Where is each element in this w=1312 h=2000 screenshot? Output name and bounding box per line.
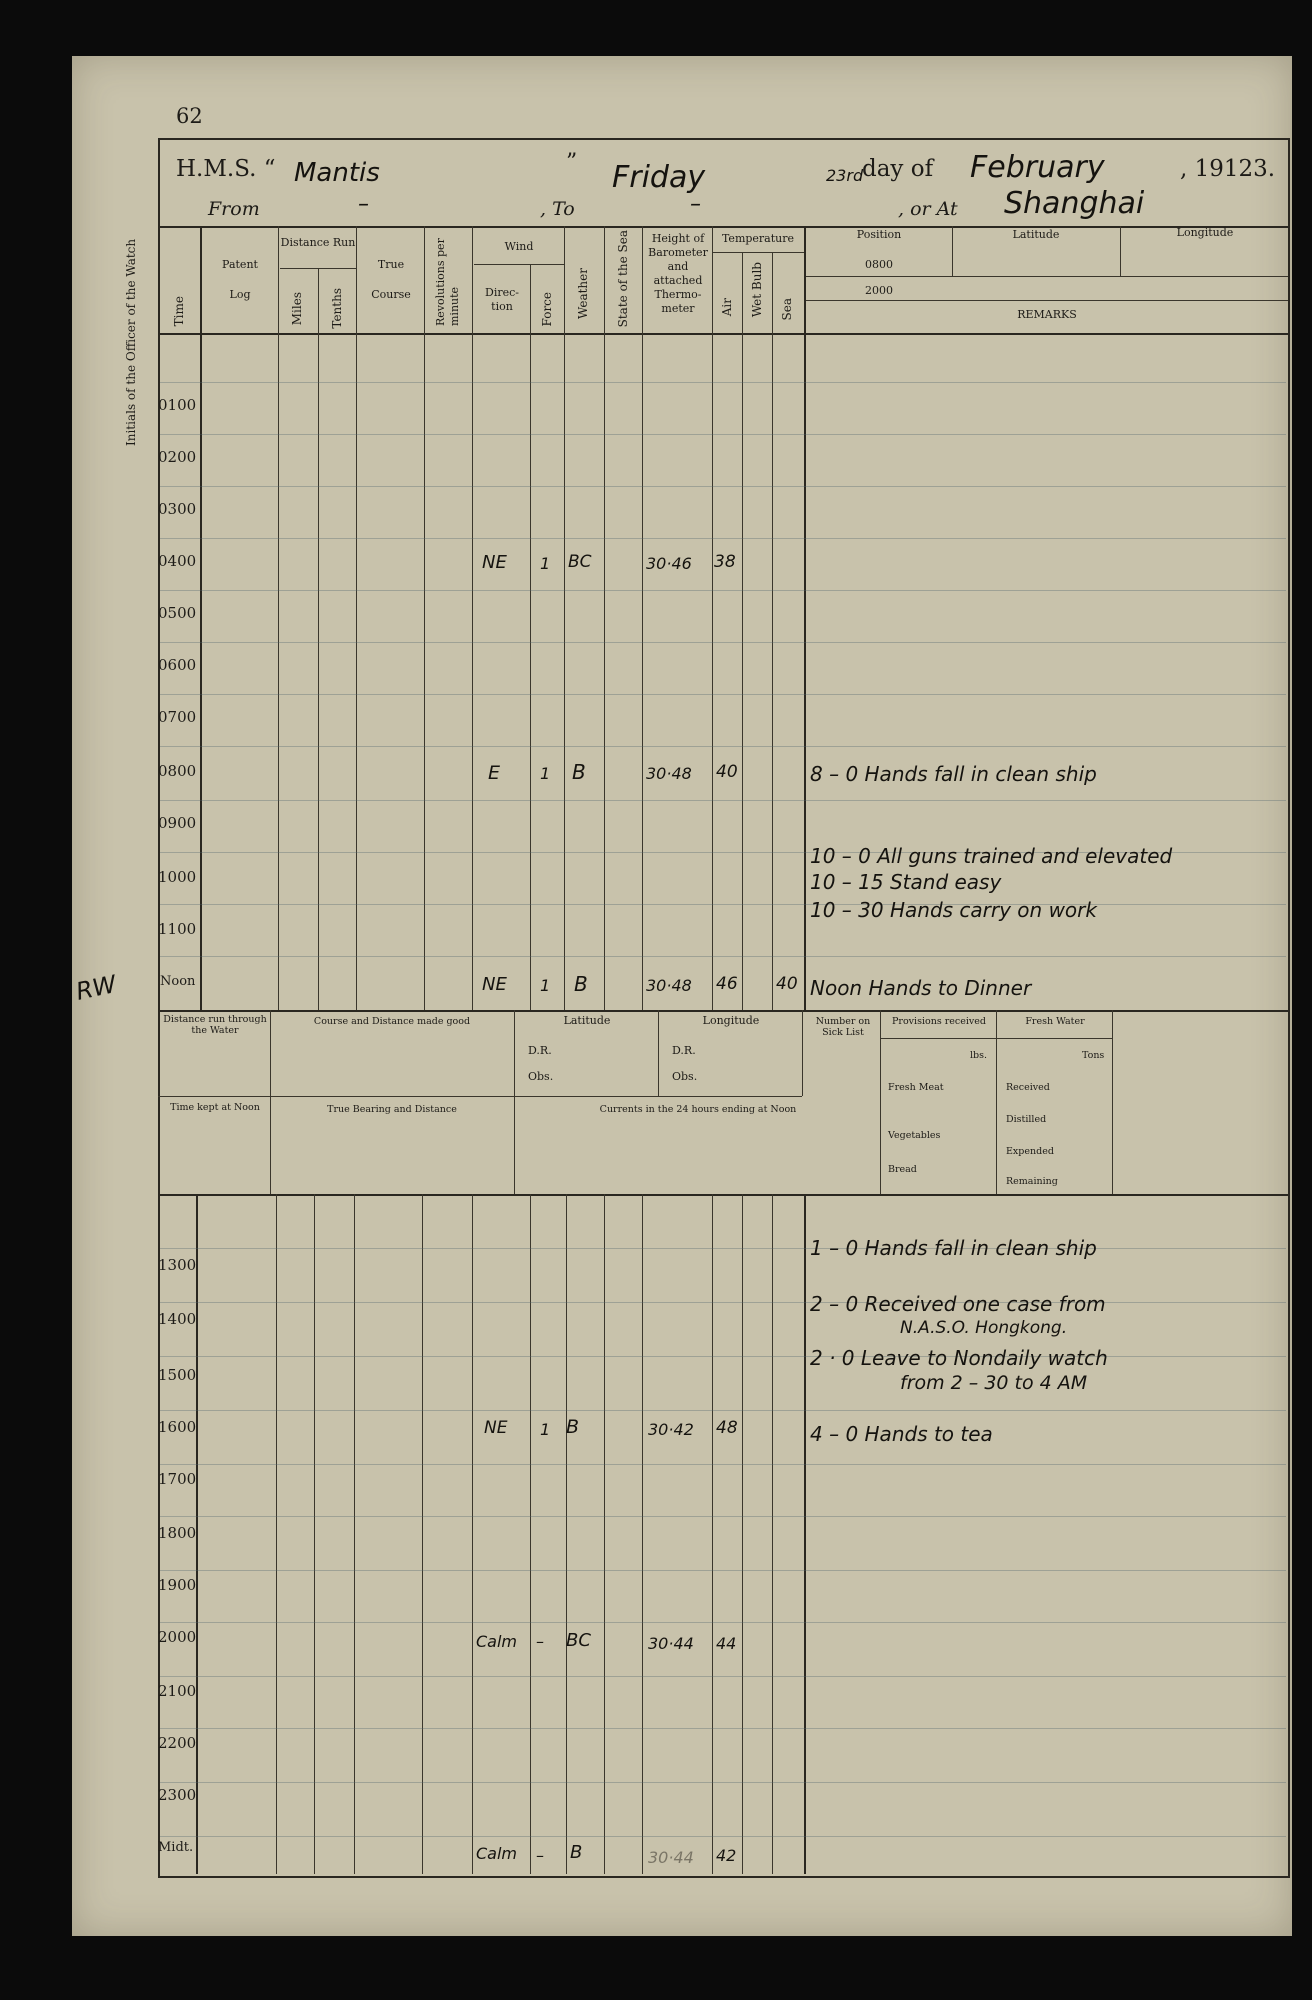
wind-dir-0400: NE	[482, 552, 507, 573]
wind-dir-midt: Calm	[476, 1844, 518, 1863]
hour-noon: Noon	[160, 974, 196, 989]
col-state-of-sea: State of the Sea	[616, 230, 630, 328]
col-weather: Weather	[576, 268, 590, 319]
hour-1500: 1500	[158, 1366, 197, 1384]
remark-pm-5: from 2 – 30 to 4 AM	[900, 1372, 1088, 1394]
wind-dir-noon: NE	[482, 974, 507, 995]
weather-0400: BC	[568, 552, 592, 572]
remark-pm-2: 2 – 0 Received one case from	[810, 1292, 1106, 1316]
officer-initials-label: Initials of the Officer of the Watch	[124, 238, 138, 446]
hour-0900: 0900	[158, 814, 197, 832]
water-distilled-label: Distilled	[1006, 1114, 1047, 1125]
col-true: True	[377, 258, 405, 271]
noon-latitude-label: Latitude	[563, 1014, 611, 1027]
at-value: Shanghai	[1004, 186, 1145, 221]
air-0800: 40	[716, 762, 738, 782]
weather-2000: BC	[566, 1630, 591, 1651]
tons-label: Tons	[1082, 1050, 1105, 1061]
pos-2000: 2000	[865, 284, 893, 297]
col-air: Air	[720, 298, 734, 317]
wind-force-0800: 1	[540, 764, 551, 783]
remark-am-4: 10 – 30 Hands carry on work	[810, 898, 1097, 922]
provisions-label: Provisions received	[892, 1016, 986, 1027]
hour-1400: 1400	[158, 1310, 197, 1328]
col-wet-bulb: Wet Bulb	[750, 262, 764, 318]
col-direction: Direc- tion	[485, 286, 519, 313]
column-header-bottom	[158, 333, 1288, 335]
hour-2200: 2200	[158, 1734, 197, 1752]
hour-0600: 0600	[158, 656, 197, 674]
baro-noon: 30·48	[646, 976, 692, 995]
col-course: Course	[371, 288, 411, 301]
remark-am-2: 10 – 0 All guns trained and elevated	[810, 844, 1173, 868]
hour-1300: 1300	[158, 1256, 197, 1274]
remark-am-3: 10 – 15 Stand easy	[810, 870, 1002, 894]
wind-force-2000: –	[536, 1632, 544, 1651]
baro-0800: 30·48	[646, 764, 692, 783]
col-revolutions: Revolutions per minute	[434, 238, 461, 326]
hour-2100: 2100	[158, 1682, 197, 1700]
col-tenths: Tenths	[330, 288, 344, 329]
wind-force-0400: 1	[540, 554, 551, 573]
remark-pm-1: 1 – 0 Hands fall in clean ship	[810, 1236, 1097, 1260]
hour-1800: 1800	[158, 1524, 197, 1542]
hour-2300: 2300	[158, 1786, 197, 1804]
hour-midt: Midt.	[158, 1840, 194, 1855]
col-miles: Miles	[290, 292, 304, 326]
weather-noon: B	[574, 972, 588, 996]
baro-1600: 30·42	[648, 1420, 694, 1439]
to-label: , To	[540, 198, 575, 220]
day-number: 23rd	[826, 166, 864, 185]
time-kept-label: Time kept at Noon	[170, 1102, 260, 1113]
col-sea: Sea	[780, 298, 794, 321]
hour-0200: 0200	[158, 448, 197, 466]
air-midt: 42	[716, 1846, 737, 1865]
col-remarks: REMARKS	[1017, 308, 1077, 321]
at-label: , or At	[898, 198, 958, 220]
from-label: From	[208, 198, 260, 220]
true-bearing-label: True Bearing and Distance	[327, 1104, 457, 1115]
baro-0400: 30·46	[646, 554, 692, 573]
weather-midt: B	[570, 1842, 583, 1863]
year: , 19123.	[1180, 156, 1276, 182]
lon-obs-label: Obs.	[672, 1070, 698, 1083]
hour-0400: 0400	[158, 552, 197, 570]
col-log: Log	[229, 288, 251, 301]
air-noon: 46	[716, 974, 738, 994]
pos-0800: 0800	[865, 258, 893, 271]
wind-force-noon: 1	[540, 976, 551, 995]
col-longitude: Longitude	[1176, 226, 1234, 239]
col-position: Position	[856, 228, 902, 241]
noon-longitude-label: Longitude	[702, 1014, 760, 1027]
lat-obs-label: Obs.	[528, 1070, 554, 1083]
hour-1100: 1100	[158, 920, 197, 938]
wind-force-midt: –	[536, 1846, 544, 1865]
wind-dir-1600: NE	[484, 1418, 508, 1438]
col-wind: Wind	[504, 240, 534, 253]
water-received-label: Received	[1006, 1082, 1050, 1093]
remark-pm-3: N.A.S.O. Hongkong.	[900, 1318, 1068, 1338]
weekday: Friday	[612, 160, 706, 195]
hour-0700: 0700	[158, 708, 197, 726]
col-time: Time	[172, 296, 186, 327]
hour-1600: 1600	[158, 1418, 197, 1436]
currents-label: Currents in the 24 hours ending at Noon	[599, 1104, 797, 1115]
fresh-meat-label: Fresh Meat	[888, 1082, 944, 1093]
hms-label: H.M.S. “	[176, 156, 276, 182]
wind-dir-0800: E	[488, 762, 501, 784]
remark-am-5: Noon Hands to Dinner	[810, 976, 1032, 1000]
wind-force-1600: 1	[540, 1420, 551, 1439]
lon-dr-label: D.R.	[672, 1044, 696, 1057]
col-latitude: Latitude	[1012, 228, 1060, 241]
water-expended-label: Expended	[1006, 1146, 1054, 1157]
hour-0800: 0800	[158, 762, 197, 780]
lat-dr-label: D.R.	[528, 1044, 552, 1057]
baro-2000: 30·44	[648, 1634, 694, 1653]
remark-pm-4: 2 · 0 Leave to Nondaily watch	[810, 1346, 1108, 1370]
wind-dir-2000: Calm	[476, 1632, 518, 1651]
col-force: Force	[540, 292, 554, 327]
close-quote: ”	[566, 150, 578, 175]
course-distance-label: Course and Distance made good	[313, 1016, 471, 1027]
water-remaining-label: Remaining	[1006, 1176, 1058, 1187]
bread-label: Bread	[888, 1164, 917, 1175]
sea-noon: 40	[776, 974, 798, 994]
log-table-frame	[158, 138, 1290, 1878]
hour-0100: 0100	[158, 396, 197, 414]
month: February	[970, 150, 1105, 185]
remark-pm-6: 4 – 0 Hands to tea	[810, 1422, 993, 1446]
page-number: 62	[176, 104, 203, 128]
sick-list-label: Number on Sick List	[815, 1016, 871, 1038]
from-value: –	[358, 192, 369, 217]
distance-through-water-label: Distance run through the Water	[163, 1014, 267, 1036]
air-0400: 38	[714, 552, 736, 572]
weather-0800: B	[572, 760, 586, 784]
ship-name: Mantis	[294, 158, 380, 188]
col-distance-run: Distance Run	[280, 236, 356, 249]
col-patent: Patent	[222, 258, 258, 271]
hour-1700: 1700	[158, 1470, 197, 1488]
baro-midt: 30·44	[648, 1848, 694, 1867]
day-of-label: day of	[862, 156, 934, 182]
remark-am-1: 8 – 0 Hands fall in clean ship	[810, 762, 1097, 786]
fresh-water-label: Fresh Water	[1025, 1016, 1085, 1027]
hour-0300: 0300	[158, 500, 197, 518]
col-temperature: Temperature	[721, 232, 795, 245]
weather-1600: B	[566, 1416, 580, 1438]
hour-1900: 1900	[158, 1576, 197, 1594]
hour-0500: 0500	[158, 604, 197, 622]
hour-1000: 1000	[158, 868, 197, 886]
to-value: –	[690, 192, 701, 217]
lbs-label: lbs.	[970, 1050, 988, 1061]
air-1600: 48	[716, 1418, 738, 1438]
vegetables-label: Vegetables	[888, 1130, 941, 1141]
air-2000: 44	[716, 1634, 737, 1653]
hour-2000: 2000	[158, 1628, 197, 1646]
officer-initials: RW	[73, 970, 119, 1006]
col-barometer: Height of Barometer and attached Thermo- meter	[648, 232, 708, 315]
